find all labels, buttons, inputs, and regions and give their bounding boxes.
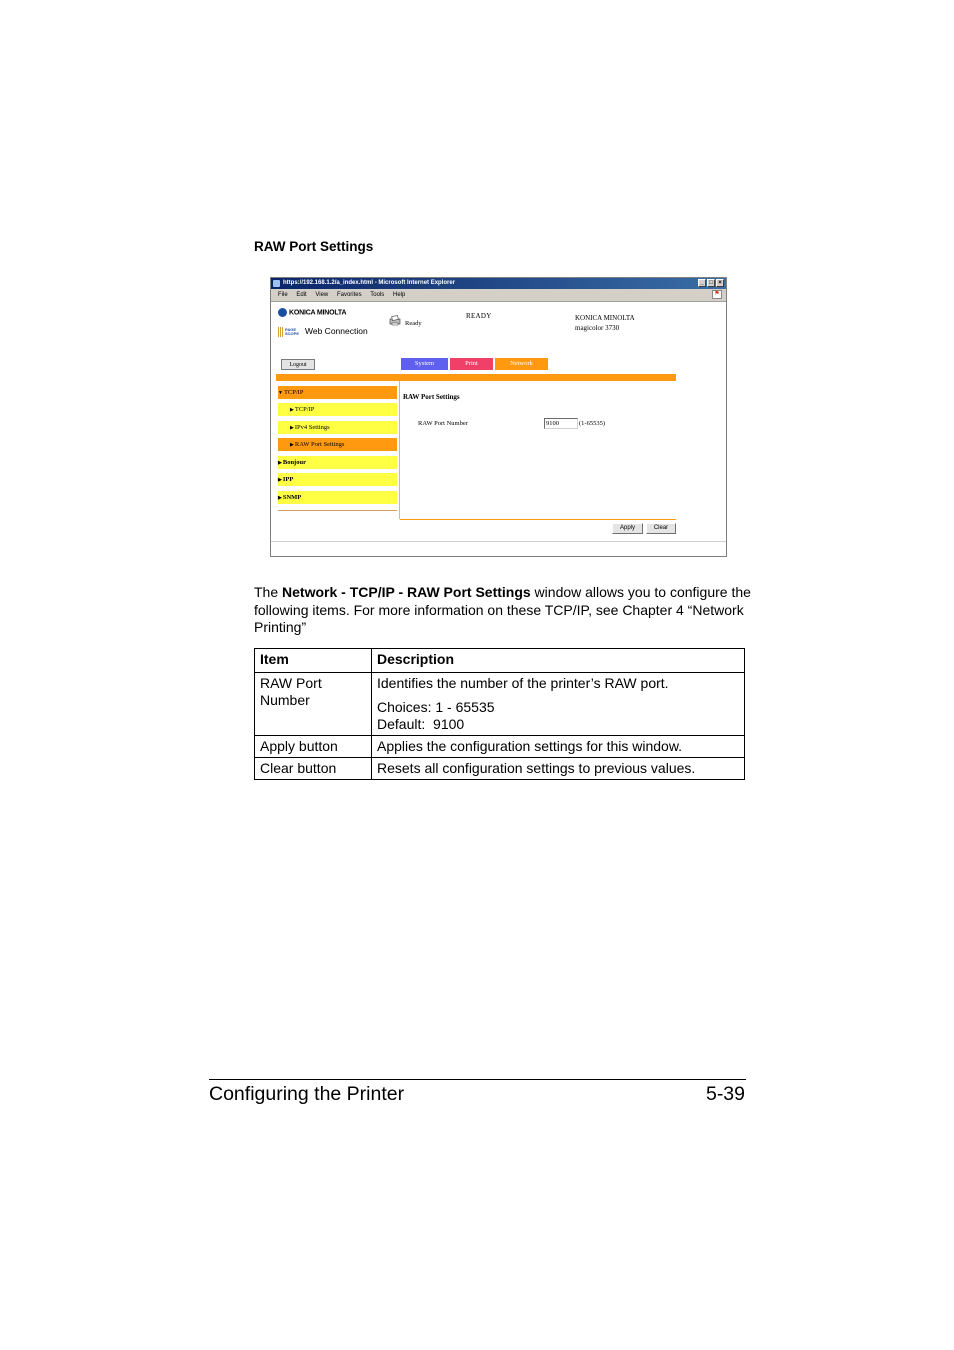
browser-title-bar: [271, 278, 726, 289]
footer-page-number: 5-39: [705, 1083, 745, 1105]
pagescope-mark: PAGE SCOPE: [285, 326, 300, 336]
item-cell: Apply button: [255, 736, 372, 758]
left-navigation: [276, 381, 400, 519]
minimize-button[interactable]: _: [698, 279, 706, 287]
status-icon-label: Ready: [405, 320, 422, 327]
nav-label: SNMP: [282, 494, 302, 501]
nav-bonjour[interactable]: [278, 456, 397, 470]
raw-port-number-label: RAW Port Number: [418, 420, 468, 427]
konica-minolta-logo: [278, 308, 346, 317]
description-text: Identifies the number of the printer’s RAW port.: [377, 675, 669, 691]
expanded-arrow-icon: ▼: [278, 391, 283, 396]
arrow-right-icon: ▶: [278, 461, 282, 466]
paragraph-rest: window allows you to configure the following items. For more information on these TCP/IP, see Chapter 4 “Network Printing”: [254, 584, 751, 635]
nav-tcpip[interactable]: [278, 403, 397, 417]
nav-ipv4-settings[interactable]: [278, 421, 397, 435]
device-status: READY: [466, 312, 492, 320]
column-header-description: Description: [372, 649, 745, 673]
menu-edit[interactable]: Edit: [296, 292, 307, 298]
paragraph-bold: Network - TCP/IP - RAW Port Settings: [282, 584, 531, 600]
table-header-row: [255, 649, 745, 673]
arrow-right-icon: ▶: [290, 408, 294, 413]
nav-label: Bonjour: [282, 459, 306, 466]
nav-divider: [278, 510, 397, 511]
section-heading: RAW Port Settings: [254, 239, 374, 254]
arrow-right-icon: ▶: [290, 426, 294, 431]
nav-raw-port-settings[interactable]: [278, 438, 397, 452]
nav-ipp[interactable]: [278, 473, 397, 487]
raw-port-number-input[interactable]: 9100: [544, 418, 578, 429]
content-divider: [400, 519, 676, 520]
choices-text: Choices: 1 - 65535: [377, 699, 495, 715]
tab-network[interactable]: Network: [495, 358, 548, 370]
nav-label: IPv4 Settings: [294, 424, 330, 431]
description-cell: Applies the configuration settings for this window.: [372, 736, 745, 758]
arrow-right-icon: ▶: [290, 443, 294, 448]
browser-menu-bar: [271, 289, 726, 302]
logout-button[interactable]: Logout: [281, 359, 315, 370]
model-maker: KONICA MINOLTA: [575, 314, 635, 322]
nav-label: TCP/IP: [283, 389, 304, 396]
spacer: [377, 692, 739, 699]
table-row: [255, 736, 745, 758]
printer-icon: [389, 315, 401, 326]
windows-logo-icon: ⚑: [712, 290, 722, 299]
table-row: [255, 758, 745, 780]
arrow-right-icon: ▶: [278, 496, 282, 501]
browser-title: https://192.168.1.2/a_index.html - Microsoft Internet Explorer: [283, 280, 456, 286]
description-cell: Resets all configuration settings to previous values.: [372, 758, 745, 780]
pagescope-bars-icon: [278, 327, 284, 337]
close-button[interactable]: ×: [716, 279, 724, 287]
intro-paragraph: [254, 584, 754, 637]
nav-snmp[interactable]: [278, 491, 397, 505]
brand-name: KONICA MINOLTA: [289, 309, 347, 317]
menu-tools[interactable]: Tools: [370, 292, 385, 298]
default-text: Default: 9100: [377, 716, 465, 732]
nav-tcpip-group[interactable]: [278, 386, 397, 400]
description-table: [254, 648, 745, 780]
column-header-item: Item: [255, 649, 372, 673]
nav-label: RAW Port Settings: [294, 441, 345, 448]
maximize-button[interactable]: □: [707, 279, 715, 287]
description-cell: [372, 673, 745, 736]
footer-chapter-title: Configuring the Printer: [209, 1083, 405, 1105]
model-name: magicolor 3730: [575, 324, 620, 332]
apply-button[interactable]: Apply: [612, 523, 643, 534]
globe-icon: [278, 308, 287, 317]
window-bottom-divider: [271, 541, 726, 542]
clear-button[interactable]: Clear: [646, 523, 676, 534]
tab-system[interactable]: System: [401, 358, 448, 370]
item-cell: Clear button: [255, 758, 372, 780]
nav-label: IPP: [282, 476, 294, 483]
product-name: Web Connection: [305, 326, 368, 336]
tab-underline-bar: [276, 374, 676, 381]
menu-view[interactable]: View: [315, 292, 329, 298]
footer-rule: [209, 1079, 746, 1080]
nav-label: TCP/IP: [294, 406, 315, 413]
browser-screenshot: [270, 277, 727, 557]
paragraph-lead: The: [254, 584, 283, 600]
menu-file[interactable]: File: [278, 292, 288, 298]
content-title: RAW Port Settings: [403, 393, 460, 401]
menu-favorites[interactable]: Favorites: [336, 292, 362, 298]
table-row: [255, 673, 745, 736]
ie-icon: [273, 280, 280, 287]
item-cell: RAW Port Number: [255, 673, 372, 736]
arrow-right-icon: ▶: [278, 478, 282, 483]
raw-port-range-hint: (1-65535): [579, 420, 605, 427]
tab-print[interactable]: Print: [450, 358, 493, 370]
pagescope-logo: [278, 326, 368, 337]
menu-help[interactable]: Help: [392, 292, 406, 298]
